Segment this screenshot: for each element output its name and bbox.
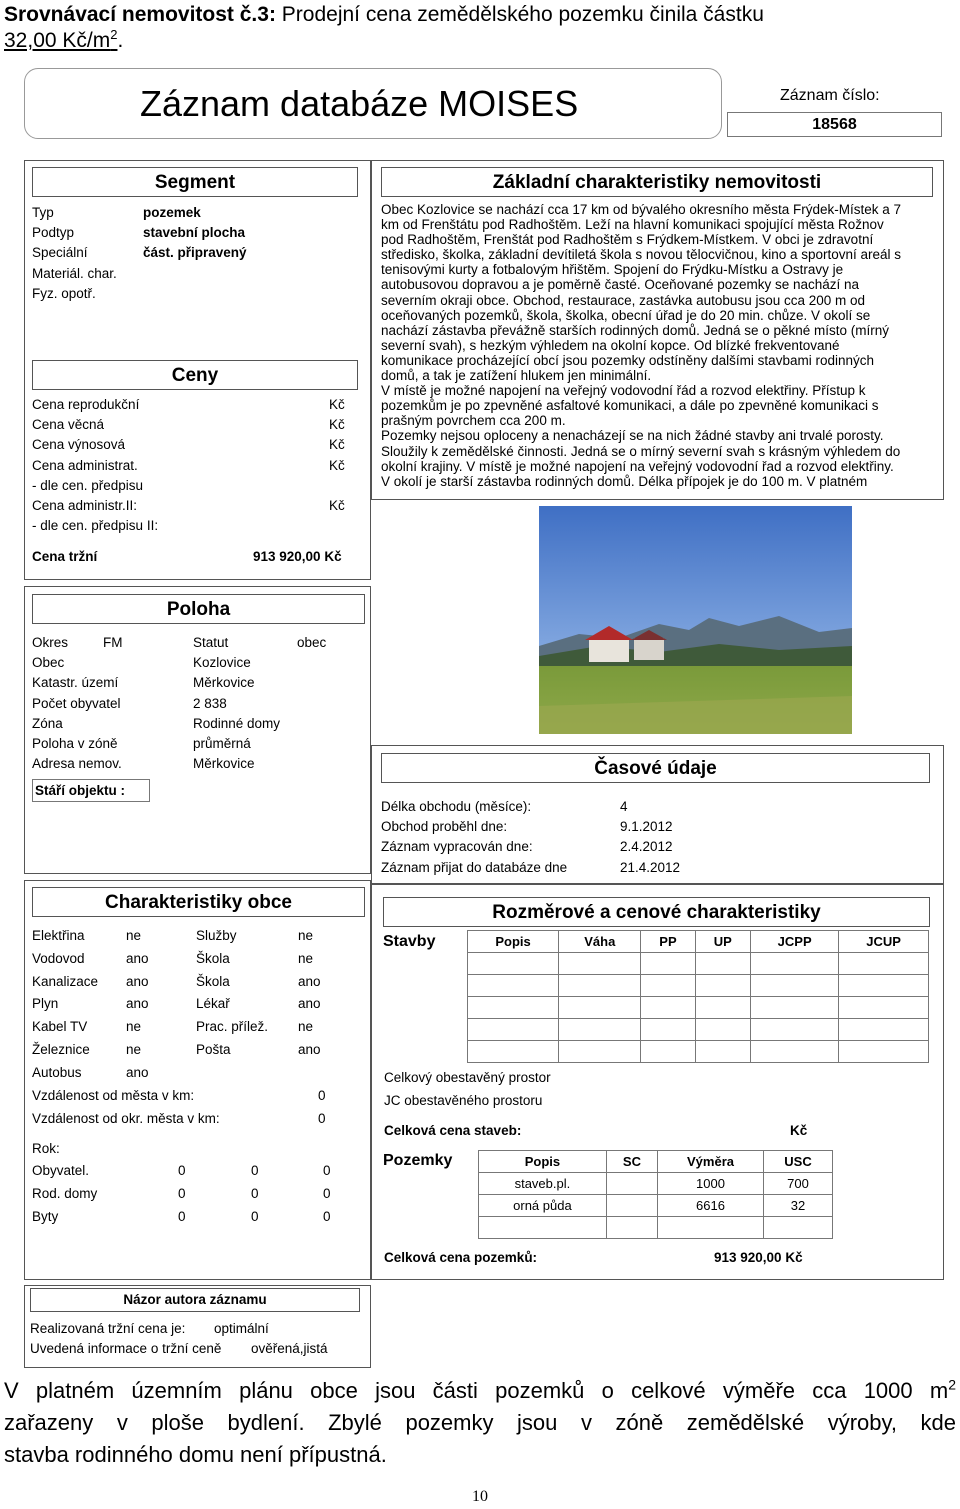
table-cell [468, 975, 559, 997]
description-line: pozemkům je po zpevněné asfaltové komunikaci, a dále po zpevněné komunikaci s [381, 398, 879, 414]
table-cell [839, 1019, 929, 1041]
bottom-paragraph: V platném územním plánu obce jsou části pozemků o celkové výměře cca 1000 $m^2$ zařazeny v ploše bydlení. Zbylé pozemky jsou v zóně zemědělské výroby, kde stavba rodinného domu není přípustná. [4, 1375, 956, 1471]
municipality-row-value: ne [126, 1019, 142, 1035]
municipality-row-value-2: ano [298, 1042, 321, 1057]
heading-price: 32,00 $Kč/m^2$ [4, 27, 118, 52]
stat-value: 0 [323, 1209, 331, 1224]
description-line: V místě je možné napojení na veřejný vodovodní řád a rozvod elektřiny. Přístup k [381, 383, 866, 399]
location-row-label: Počet obyvatel [32, 695, 121, 711]
description-line: oceňovaných pozemků, škola, školka, obecní úřad je do 20 min. chůze. V okolí se [381, 307, 871, 323]
stat-value: 0 [251, 1209, 259, 1224]
municipality-row-value: ano [126, 996, 149, 1012]
property-photo [539, 506, 852, 734]
table-cell: staveb.pl. [479, 1173, 607, 1195]
time-row-label: Obchod proběhl dne: [381, 819, 508, 835]
bottom-line-1: V platném územním plánu obce jsou části pozemků o celkové výměře cca 1000 m [4, 1378, 949, 1403]
table-cell [751, 1019, 839, 1041]
table-cell: 700 [763, 1173, 832, 1195]
description-line: Obec Kozlovice se nachází cca 17 km od bývalého okresního města Frýdek-Místek a 7 [381, 202, 901, 217]
table-header-cell: Váha [559, 931, 641, 953]
price-row-label: Cena věcná [32, 417, 105, 433]
table-row [468, 1041, 929, 1063]
basic-title: Základní charakteristiky nemovitosti [381, 167, 933, 197]
municipality-row-value-2: ne [298, 950, 314, 966]
total-space-label: Celkový obestavěný prostor [384, 1070, 551, 1085]
price-row-unit: Kč [329, 457, 345, 473]
description-line: V okolí je starší zástavba rodinných domů. Délka přípojek je do 100 m. V platném [381, 473, 868, 489]
record-number: 18568 [727, 112, 942, 137]
table-cell [839, 953, 929, 975]
table-header-cell: USC [763, 1151, 832, 1173]
opinion-label: Realizovaná tržní cena je: [30, 1321, 186, 1336]
stat-label: Rod. domy [32, 1186, 98, 1201]
municipality-row-value-2: ne [298, 928, 314, 943]
municipality-row-label-2: Pošta [196, 1042, 231, 1057]
table-cell: 6616 [658, 1195, 764, 1217]
price-row-label: - dle cen. předpisu II: [32, 518, 159, 534]
price-row-unit: Kč [329, 397, 345, 412]
table-header-row [468, 931, 929, 953]
stat-value: 0 [178, 1209, 186, 1224]
record-title: Záznam databáze MOISES [140, 83, 579, 124]
stavby-total-label: Celková cena staveb: [384, 1123, 522, 1138]
municipality-row-label: Elektřina [32, 928, 85, 943]
bottom-line-2: zařazeny v ploše bydlení. Zbylé pozemky jsou v zóně zemědělské výroby, kde [4, 1410, 956, 1435]
heading-end: . [117, 29, 124, 52]
description-line: severním okraji obce. Obchod, restaurace, zastávka autobusu jsou cca 200 m od [381, 292, 866, 308]
market-price-value: 913 920,00 Kč [253, 549, 342, 564]
table-cell [559, 953, 641, 975]
description-line: středisko, školka, základní devítiletá škola s novou tělocvičnou, kino a sportovní areál s [381, 247, 902, 263]
description-line: nachází zástavba převážně starších rodinných domů. Jedná se o pěkné místo (mírný [381, 322, 890, 338]
price-row-label: Cena administrat. [32, 457, 138, 473]
table-row [468, 997, 929, 1019]
municipality-row-label: Kanalizace [32, 973, 99, 989]
segment-row-label: Fyz. opotř. [32, 285, 96, 301]
opinion-value: optimální [214, 1321, 269, 1336]
distance-city-value: 0 [318, 1088, 326, 1103]
table-header-cell: UP [695, 931, 751, 953]
description-line: domů, a tak je zatížení hlukem jen minimální. [381, 368, 652, 384]
table-header-cell: JCUP [839, 931, 929, 953]
municipality-row-value: ano [126, 1064, 149, 1080]
municipality-row-label-2: Prac. přílež. [196, 1019, 269, 1035]
stavby-label: Stavby [383, 933, 436, 950]
nazor-title: Názor autora záznamu [30, 1288, 360, 1312]
table-row [479, 1195, 833, 1217]
table-cell [606, 1173, 657, 1195]
stat-label: Byty [32, 1209, 59, 1224]
table-header-cell: Výměra [658, 1151, 764, 1173]
stat-value: 0 [251, 1186, 259, 1201]
heading-text: Prodejní cena zemědělského pozemku činila částku [281, 3, 764, 26]
municipality-row-value: ne [126, 1042, 142, 1057]
table-cell [641, 997, 695, 1019]
municipality-row-label-2: Škola [196, 973, 230, 989]
table-row [468, 953, 929, 975]
price-row-unit: Kč [329, 437, 345, 453]
table-cell [559, 997, 641, 1019]
table-cell [641, 953, 695, 975]
table-cell [751, 997, 839, 1019]
location-row-label: Adresa nemov. [32, 756, 122, 772]
table-header-cell: PP [641, 931, 695, 953]
landscape-image [539, 506, 852, 734]
table-cell: orná půda [479, 1195, 607, 1217]
table-cell [606, 1195, 657, 1217]
location-row-label-2: 2 838 [193, 695, 227, 711]
table-header-cell: Popis [468, 931, 559, 953]
table-header-row [479, 1151, 833, 1173]
table-row [479, 1217, 833, 1239]
municipality-row-label-2: Škola [196, 950, 230, 966]
description-line: Sloužily k zemědělské činnosti. Jedná se o mírný severní svah s krásným výhledem do [381, 443, 901, 459]
municipality-row-value: ne [126, 928, 142, 943]
casove-title: Časové údaje [381, 753, 930, 783]
table-cell [695, 953, 751, 975]
opinion-value: ověřená,jistá [251, 1341, 328, 1356]
segment-row-label: Typ [32, 205, 54, 220]
table-cell [559, 1041, 641, 1063]
pozemky-table [478, 1150, 833, 1239]
municipality-row-label-2: Lékař [196, 996, 230, 1012]
table-row [468, 1019, 929, 1041]
location-row-label-2: Měrkovice [193, 675, 255, 691]
table-cell: 1000 [658, 1173, 764, 1195]
table-cell [839, 1041, 929, 1063]
ceny-title: Ceny [32, 360, 358, 390]
municipality-row-value: ano [126, 973, 149, 989]
location-row-label-2: Statut [193, 635, 229, 650]
price-row-label: - dle cen. předpisu [32, 477, 144, 493]
municipality-row-label: Vodovod [32, 950, 85, 966]
time-row-label: Záznam přijat do databáze dne [381, 859, 568, 875]
time-row-value: 4 [620, 799, 628, 814]
location-row-label: Poloha v zóně [32, 736, 118, 751]
heading-bold: Srovnávací nemovitost č.3: [4, 3, 276, 26]
age-label: Stáří objektu : [32, 779, 150, 802]
segment-row-label: Materiál. char. [32, 265, 117, 281]
price-row-unit: Kč [329, 498, 345, 513]
description-line: km od Frenštátu pod Radhoštěm. Leží na hlavní komunikaci spojující města Rožnov [381, 217, 884, 233]
table-cell [468, 1019, 559, 1041]
table-cell [695, 997, 751, 1019]
pozemky-total-value: 913 920,00 Kč [714, 1250, 803, 1265]
distance-district-label: Vzdálenost od okr. města v km: [32, 1111, 220, 1126]
price-row-label: Cena výnosová [32, 437, 126, 453]
stat-value: 0 [323, 1186, 331, 1201]
municipality-row-label: Kabel TV [32, 1019, 88, 1035]
table-cell: 32 [763, 1195, 832, 1217]
table-header-cell: SC [606, 1151, 657, 1173]
time-row-value: 9.1.2012 [620, 819, 673, 835]
location-row-value-2: obec [297, 635, 327, 650]
price-row-unit: Kč [329, 417, 345, 433]
location-row-label: Zóna [32, 715, 63, 731]
table-cell [839, 997, 929, 1019]
opinion-label: Uvedená informace o tržní ceně [30, 1341, 222, 1356]
obec-title: Charakteristiky obce [32, 887, 365, 917]
table-cell [658, 1217, 764, 1239]
municipality-row-value: ano [126, 950, 149, 966]
table-header-cell: JCPP [751, 931, 839, 953]
table-cell [751, 953, 839, 975]
description-line: severní svah), s hezkým výhledem na okolní kopce. Od blízké frekventované [381, 337, 840, 353]
table-cell [559, 975, 641, 997]
location-row-value: FM [103, 635, 123, 650]
time-row-label: Záznam vypracován dne: [381, 839, 533, 855]
stavby-table [467, 930, 929, 1063]
table-header-cell: Popis [479, 1151, 607, 1173]
table-cell [695, 1019, 751, 1041]
description-line: autobusovou dopravou a je poměrně časté. Oceňované pozemky se nachází na [381, 277, 860, 293]
table-cell [695, 1041, 751, 1063]
stat-value: 0 [323, 1163, 331, 1178]
description-line: okolní krajiny. V místě je možné napojení na veřejný vodovodní řad a rozvod elektřiny. [381, 458, 894, 474]
description-line: pod Radhoštěm, Frenštát pod Radhoštěm s Frýdkem-Místkem. V obci je zdravotní [381, 232, 874, 248]
municipality-row-value-2: ano [298, 996, 321, 1012]
table-cell [468, 953, 559, 975]
municipality-row-label-2: Služby [196, 928, 237, 943]
table-cell [606, 1217, 657, 1239]
basic-description [381, 202, 941, 489]
table-cell [839, 975, 929, 997]
segment-row-value: pozemek [143, 205, 201, 220]
table-cell [479, 1217, 607, 1239]
stavby-total-unit: Kč [790, 1123, 808, 1138]
location-row-label-2: Rodinné domy [193, 715, 281, 731]
table-cell [641, 975, 695, 997]
table-cell [641, 1041, 695, 1063]
stat-value: 0 [178, 1163, 186, 1178]
segment-row-value: část. připravený [143, 245, 247, 261]
table-cell [559, 1019, 641, 1041]
year-label: Rok: [32, 1141, 60, 1156]
document-heading [4, 2, 956, 54]
location-row-label-2: průměrná [193, 736, 251, 751]
time-row-label: Délka obchodu (měsíce): [381, 799, 532, 814]
page-number: 10 [472, 1488, 488, 1505]
poloha-title: Poloha [32, 594, 365, 624]
time-row-value: 2.4.2012 [620, 839, 673, 855]
description-line: komunikace procházející obcí jsou pozemky odstíněny dalšími stavbami rodinných [381, 352, 874, 368]
table-cell [763, 1217, 832, 1239]
segment-title: Segment [32, 167, 358, 197]
location-row-label: Okres [32, 635, 69, 650]
stat-value: 0 [178, 1186, 186, 1201]
table-cell [468, 997, 559, 1019]
table-cell [751, 975, 839, 997]
bottom-line-3: stavba rodinného domu není přípustná. [4, 1442, 387, 1467]
description-line: tenisovými kurty a fotbalovým hřištěm. Spojení do Frýdku-Místku a Ostravy je [381, 262, 844, 278]
market-price-label: Cena tržní [32, 549, 98, 564]
table-cell [751, 1041, 839, 1063]
municipality-row-value-2: ano [298, 973, 321, 989]
segment-row-label: Podtyp [32, 225, 75, 241]
time-row-value: 21.4.2012 [620, 859, 681, 875]
record-number-label: Záznam číslo: [780, 87, 880, 104]
description-line: prašným povrchem cca 200 m. [381, 413, 566, 429]
location-row-label-2: Kozlovice [193, 655, 251, 671]
municipality-row-label: Železnice [32, 1042, 90, 1057]
table-row [479, 1173, 833, 1195]
price-row-label: Cena administr.II: [32, 498, 138, 513]
location-row-label-2: Měrkovice [193, 756, 255, 772]
pozemky-total-label: Celková cena pozemků: [384, 1250, 538, 1265]
description-line: Pozemky nejsou oploceny a nenacházejí se na nich žádné stavby ani trvalé porosty. [381, 428, 884, 444]
jc-label: JC obestavěného prostoru [384, 1093, 543, 1108]
segment-row-label: Speciální [32, 245, 88, 261]
stat-value: 0 [251, 1163, 259, 1178]
price-row-label: Cena reprodukční [32, 397, 140, 412]
table-row [468, 975, 929, 997]
table-cell [641, 1019, 695, 1041]
municipality-row-label: Plyn [32, 996, 59, 1012]
stat-label: Obyvatel. [32, 1163, 90, 1178]
municipality-row-label: Autobus [32, 1064, 82, 1080]
distance-district-value: 0 [318, 1111, 326, 1126]
rozmer-title: Rozměrové a cenové charakteristiky [383, 897, 930, 927]
location-row-label: Obec [32, 655, 65, 671]
location-row-label: Katastr. území [32, 675, 119, 691]
table-cell [468, 1041, 559, 1063]
municipality-row-value-2: ne [298, 1019, 314, 1035]
table-cell [695, 975, 751, 997]
pozemky-label: Pozemky [383, 1152, 453, 1169]
segment-row-value: stavební plocha [143, 225, 246, 241]
distance-city-label: Vzdálenost od města v km: [32, 1088, 195, 1103]
